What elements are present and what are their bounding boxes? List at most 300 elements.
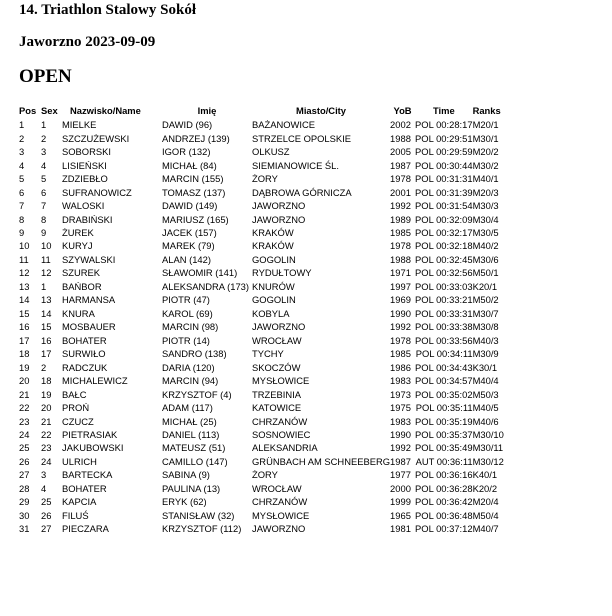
- cell-country: POL: [415, 132, 434, 144]
- cell-country: POL: [415, 119, 434, 131]
- cell-name: ŻUREK: [62, 226, 94, 238]
- cell-country: POL: [415, 442, 434, 454]
- cell-rank: M40/3: [472, 334, 499, 346]
- cell-first-name: ALAN (142): [162, 253, 211, 265]
- cell-sex: 13: [41, 294, 52, 306]
- cell-yob: 2005: [390, 146, 411, 158]
- cell-pos: 12: [19, 267, 30, 279]
- cell-time: [415, 239, 473, 252]
- cell-yob: 1997: [390, 280, 411, 292]
- cell-rank: M30/3: [472, 200, 499, 212]
- cell-city: RYDUŁTOWY: [252, 267, 312, 279]
- cell-sex: 21: [41, 415, 52, 427]
- cell-rank: M50/4: [472, 509, 499, 521]
- header-time: Time: [432, 105, 455, 116]
- cell-city: JAWORZNO: [252, 213, 306, 225]
- cell-city: GRÜNBACH AM SCHNEEBERG: [252, 455, 391, 467]
- cell-city: OLKUSZ: [252, 146, 290, 158]
- cell-time: [415, 280, 473, 293]
- cell-first-name: MATEUSZ (51): [162, 442, 226, 454]
- cell-time: [415, 185, 473, 198]
- cell-country: POL: [415, 361, 434, 373]
- cell-name: MOSBAUER: [62, 321, 116, 333]
- cell-country: AUT: [415, 455, 435, 467]
- cell-time-value: 00:32:56: [436, 267, 473, 279]
- cell-sex: 6: [41, 186, 47, 198]
- cell-city: WROCŁAW: [252, 334, 302, 346]
- table-row: [19, 522, 507, 535]
- cell-time-value: 00:35:49: [436, 442, 473, 454]
- cell-country: POL: [415, 200, 434, 212]
- cell-sex: 26: [41, 509, 52, 521]
- cell-first-name: PIOTR (14): [162, 334, 210, 346]
- cell-time-value: 00:33:03: [436, 280, 473, 292]
- table-row: [19, 387, 507, 400]
- cell-yob: 2001: [390, 186, 411, 198]
- cell-sex: 1: [41, 280, 47, 292]
- cell-name: FILUŚ: [62, 509, 89, 521]
- cell-city: SOSNOWIEC: [252, 429, 311, 441]
- cell-time: [415, 509, 473, 522]
- cell-sex: 18: [41, 375, 52, 387]
- cell-time-value: 00:29:59: [436, 146, 473, 158]
- cell-first-name: STANISŁAW (32): [162, 509, 235, 521]
- cell-sex: 4: [41, 159, 47, 171]
- header-name: Nazwisko/Name: [70, 105, 141, 116]
- cell-pos: 4: [19, 159, 25, 171]
- cell-time: [415, 172, 473, 185]
- cell-name: LISIEŃSKI: [62, 159, 107, 171]
- cell-time-value: 00:36:48: [436, 509, 473, 521]
- cell-yob: 1973: [390, 388, 411, 400]
- cell-first-name: JACEK (157): [162, 226, 217, 238]
- cell-pos: 2: [19, 132, 25, 144]
- cell-sex: 22: [41, 429, 52, 441]
- event-title: 14. Triathlon Stalowy Sokół: [19, 2, 196, 18]
- cell-name: SURWIŁO: [62, 348, 106, 360]
- cell-name: KAPCIA: [62, 496, 97, 508]
- table-row: [19, 145, 507, 158]
- cell-pos: 24: [19, 429, 30, 441]
- cell-yob: 1992: [390, 321, 411, 333]
- cell-pos: 5: [19, 173, 25, 185]
- cell-pos: 9: [19, 226, 25, 238]
- cell-country: POL: [415, 482, 434, 494]
- cell-time: [415, 455, 473, 468]
- cell-yob: 1978: [390, 240, 411, 252]
- cell-sex: 3: [41, 469, 47, 481]
- cell-rank: M30/7: [472, 307, 499, 319]
- cell-sex: 3: [41, 146, 47, 158]
- cell-city: KOBYLA: [252, 307, 290, 319]
- cell-time-value: 00:33:21: [436, 294, 473, 306]
- cell-sex: 19: [41, 388, 52, 400]
- header-city: Miasto/City: [296, 105, 347, 116]
- table-row: [19, 360, 507, 373]
- table-row: [19, 293, 507, 306]
- cell-first-name: MARCIN (98): [162, 321, 219, 333]
- cell-time: [415, 266, 473, 279]
- cell-first-name: MARCIN (155): [162, 173, 224, 185]
- cell-sex: 7: [41, 200, 47, 212]
- cell-name: SZYWALSKI: [62, 253, 116, 265]
- cell-time: [415, 226, 473, 239]
- cell-first-name: DANIEL (113): [162, 429, 220, 441]
- table-row: [19, 185, 507, 198]
- table-row: [19, 172, 507, 185]
- cell-pos: 13: [19, 280, 30, 292]
- table-row: [19, 199, 507, 212]
- cell-pos: 3: [19, 146, 25, 158]
- table-row: [19, 226, 507, 239]
- cell-yob: 1986: [390, 361, 411, 373]
- cell-name: PROŃ: [62, 402, 90, 414]
- cell-yob: 1983: [390, 375, 411, 387]
- table-row: [19, 347, 507, 360]
- cell-time-value: 00:31:31: [436, 173, 473, 185]
- cell-city: WROCŁAW: [252, 482, 302, 494]
- cell-country: POL: [415, 523, 434, 535]
- cell-rank: M20/4: [472, 496, 499, 508]
- cell-rank: M50/3: [472, 388, 499, 400]
- cell-yob: 1985: [390, 348, 411, 360]
- cell-city: KNURÓW: [252, 280, 295, 292]
- cell-first-name: KAROL (69): [162, 307, 213, 319]
- cell-pos: 25: [19, 442, 30, 454]
- cell-sex: 2: [41, 132, 47, 144]
- cell-time: [415, 374, 473, 387]
- cell-pos: 31: [19, 523, 30, 535]
- cell-rank: M20/1: [472, 119, 499, 131]
- cell-time-value: 00:36:28: [436, 482, 473, 494]
- cell-pos: 1: [19, 119, 25, 131]
- cell-sex: 27: [41, 523, 52, 535]
- cell-first-name: DAWID (96): [162, 119, 213, 131]
- cell-city: STRZELCE OPOLSKIE: [252, 132, 351, 144]
- cell-time: [415, 307, 473, 320]
- cell-yob: 1990: [390, 307, 411, 319]
- cell-time-value: 00:32:18: [436, 240, 473, 252]
- cell-name: PIETRASIAK: [62, 429, 118, 441]
- cell-pos: 21: [19, 388, 30, 400]
- cell-pos: 22: [19, 402, 30, 414]
- cell-yob: 1969: [390, 294, 411, 306]
- cell-sex: 20: [41, 402, 52, 414]
- header-pos: Pos: [19, 105, 37, 116]
- cell-time: [415, 293, 473, 306]
- cell-sex: 5: [41, 173, 47, 185]
- table-row: [19, 239, 507, 252]
- cell-name: DRABIŃSKI: [62, 213, 113, 225]
- cell-pos: 14: [19, 294, 30, 306]
- cell-sex: 17: [41, 348, 52, 360]
- cell-time-value: 00:28:17: [436, 119, 473, 131]
- cell-pos: 28: [19, 482, 30, 494]
- cell-first-name: IGOR (132): [162, 146, 211, 158]
- cell-city: MYSŁOWICE: [252, 509, 310, 521]
- cell-pos: 23: [19, 415, 30, 427]
- cell-name: PIECZARA: [62, 523, 109, 535]
- cell-first-name: MICHAŁ (84): [162, 159, 217, 171]
- cell-time-value: 00:35:37: [436, 429, 473, 441]
- cell-country: POL: [415, 186, 434, 198]
- cell-time-value: 00:33:31: [436, 307, 473, 319]
- cell-country: POL: [415, 173, 434, 185]
- cell-first-name: DAWID (149): [162, 200, 218, 212]
- cell-rank: M50/1: [472, 267, 499, 279]
- cell-country: POL: [415, 280, 434, 292]
- cell-name: BAŁC: [62, 388, 87, 400]
- cell-yob: 1989: [390, 213, 411, 225]
- cell-rank: M20/3: [472, 186, 499, 198]
- cell-city: KATOWICE: [252, 402, 302, 414]
- cell-name: BOHATER: [62, 334, 107, 346]
- cell-pos: 18: [19, 348, 30, 360]
- cell-time: [415, 158, 473, 171]
- cell-time: [415, 347, 473, 360]
- cell-country: POL: [415, 240, 434, 252]
- cell-rank: M30/10: [472, 429, 504, 441]
- cell-yob: 1977: [390, 469, 411, 481]
- table-row: [19, 212, 507, 225]
- header-yob: YoB: [393, 105, 412, 116]
- cell-time-value: 00:34:11: [436, 348, 473, 360]
- table-row: [19, 482, 507, 495]
- cell-rank: M40/5: [472, 402, 499, 414]
- cell-city: JAWORZNO: [252, 523, 306, 535]
- event-subtitle: Jaworzno 2023-09-09: [19, 34, 156, 50]
- cell-country: POL: [415, 321, 434, 333]
- cell-first-name: ALEKSANDRA (173): [162, 280, 250, 292]
- cell-yob: 1988: [390, 132, 411, 144]
- cell-country: POL: [415, 402, 435, 414]
- cell-country: POL: [415, 415, 434, 427]
- cell-first-name: ERYK (62): [162, 496, 207, 508]
- cell-yob: 1987: [390, 159, 411, 171]
- cell-country: POL: [415, 294, 434, 306]
- cell-time: [415, 414, 473, 427]
- cell-city: TYCHY: [252, 348, 284, 360]
- cell-city: CHRZANÓW: [252, 496, 308, 508]
- cell-country: POL: [415, 253, 434, 265]
- cell-time-value: 00:34:43: [436, 361, 473, 373]
- cell-rank: M40/6: [472, 415, 499, 427]
- cell-sex: 14: [41, 307, 52, 319]
- cell-country: POL: [415, 348, 435, 360]
- cell-city: SKOCZÓW: [252, 361, 301, 373]
- cell-time-value: 00:36:42: [436, 496, 473, 508]
- cell-rank: M40/4: [472, 375, 499, 387]
- cell-name: JAKUBOWSKI: [62, 442, 124, 454]
- cell-time-value: 00:32:17: [436, 226, 473, 238]
- cell-country: POL: [415, 429, 434, 441]
- cell-city: JAWORZNO: [252, 200, 306, 212]
- cell-rank: M30/6: [472, 253, 499, 265]
- cell-name: RADCZUK: [62, 361, 108, 373]
- cell-time-value: 00:34:57: [436, 375, 473, 387]
- cell-name: SZCZUŻEWSKI: [62, 132, 130, 144]
- cell-first-name: PAULINA (13): [162, 482, 221, 494]
- cell-yob: 1971: [390, 267, 411, 279]
- cell-time: [415, 145, 473, 158]
- cell-country: POL: [415, 146, 434, 158]
- cell-pos: 6: [19, 186, 25, 198]
- table-row: [19, 266, 507, 279]
- cell-yob: 1999: [390, 496, 411, 508]
- cell-pos: 8: [19, 213, 25, 225]
- table-row: [19, 320, 507, 333]
- cell-first-name: ADAM (117): [162, 402, 213, 414]
- cell-country: POL: [415, 334, 434, 346]
- cell-country: POL: [415, 213, 434, 225]
- cell-yob: 1981: [390, 523, 411, 535]
- table-row: [19, 131, 507, 144]
- cell-city: GOGOLIN: [252, 294, 296, 306]
- cell-time-value: 00:31:54: [436, 200, 473, 212]
- cell-yob: 1992: [390, 442, 411, 454]
- cell-time: [415, 131, 473, 144]
- cell-sex: 15: [41, 321, 52, 333]
- table-row: [19, 401, 507, 414]
- cell-yob: 1992: [390, 200, 411, 212]
- cell-first-name: TOMASZ (137): [162, 186, 226, 198]
- cell-time: [415, 522, 473, 535]
- table-row: [19, 455, 507, 468]
- cell-pos: 17: [19, 334, 30, 346]
- cell-name: SOBORSKI: [62, 146, 111, 158]
- cell-city: BAŻANOWICE: [252, 119, 316, 131]
- cell-pos: 27: [19, 469, 30, 481]
- cell-pos: 29: [19, 496, 30, 508]
- cell-time-value: 00:31:39: [436, 186, 473, 198]
- cell-rank: M40/2: [472, 240, 499, 252]
- cell-name: MIELKE: [62, 119, 97, 131]
- cell-city: TRZEBINIA: [252, 388, 301, 400]
- cell-pos: 16: [19, 321, 30, 333]
- cell-time-value: 00:35:19: [436, 415, 473, 427]
- cell-rank: K40/1: [472, 469, 498, 481]
- cell-pos: 26: [19, 455, 30, 467]
- cell-sex: 11: [41, 253, 51, 265]
- cell-city: JAWORZNO: [252, 321, 306, 333]
- cell-time-value: 00:30:44: [436, 159, 473, 171]
- cell-time: [415, 118, 473, 131]
- cell-time-value: 00:35:02: [436, 388, 473, 400]
- cell-time: [415, 401, 473, 414]
- cell-first-name: ANDRZEJ (139): [162, 132, 230, 144]
- cell-rank: M40/7: [472, 523, 499, 535]
- cell-sex: 4: [41, 482, 47, 494]
- cell-name: ULRICH: [62, 455, 97, 467]
- table-header-row: [19, 103, 507, 118]
- cell-time-value: 00:33:56: [436, 334, 473, 346]
- cell-name: KURYJ: [62, 240, 93, 252]
- cell-rank: M30/8: [472, 321, 499, 333]
- cell-city: SIEMIANOWICE ŚL.: [252, 159, 339, 171]
- table-row: [19, 414, 507, 427]
- cell-sex: 8: [41, 213, 47, 225]
- cell-pos: 19: [19, 361, 30, 373]
- table-row: [19, 334, 507, 347]
- cell-name: SUFRANOWICZ: [62, 186, 132, 198]
- cell-yob: 2000: [390, 482, 411, 494]
- cell-time-value: 00:35:11: [436, 402, 473, 414]
- table-row: [19, 495, 507, 508]
- cell-yob: 2002: [390, 119, 411, 131]
- cell-pos: 10: [19, 240, 30, 252]
- cell-country: POL: [415, 496, 434, 508]
- cell-first-name: MAREK (79): [162, 240, 215, 252]
- cell-country: POL: [415, 388, 434, 400]
- cell-yob: 1978: [390, 173, 411, 185]
- cell-yob: 1985: [390, 226, 411, 238]
- cell-yob: 1990: [390, 429, 411, 441]
- cell-rank: K20/2: [472, 482, 498, 494]
- cell-pos: 30: [19, 509, 30, 521]
- cell-country: POL: [415, 226, 434, 238]
- cell-country: POL: [415, 267, 434, 279]
- cell-time: [415, 199, 473, 212]
- cell-sex: 10: [41, 240, 52, 252]
- cell-rank: M50/2: [472, 294, 499, 306]
- cell-time-value: 00:36:16: [436, 469, 473, 481]
- table-row: [19, 468, 507, 481]
- cell-sex: 12: [41, 267, 52, 279]
- results-table: [19, 103, 507, 536]
- cell-city: GOGOLIN: [252, 253, 296, 265]
- cell-rank: M20/2: [472, 146, 499, 158]
- cell-pos: 11: [19, 253, 29, 265]
- cell-first-name: MARIUSZ (165): [162, 213, 229, 225]
- cell-yob: 1988: [390, 253, 411, 265]
- cell-name: BARTECKA: [62, 469, 113, 481]
- cell-time-value: 00:37:12: [436, 523, 473, 535]
- cell-name: MICHALEWICZ: [62, 375, 128, 387]
- category-heading: OPEN: [19, 66, 72, 87]
- cell-sex: 25: [41, 496, 52, 508]
- cell-rank: M40/1: [472, 173, 499, 185]
- table-row: [19, 280, 507, 293]
- cell-city: ALEKSANDRIA: [252, 442, 318, 454]
- table-row: [19, 374, 507, 387]
- cell-sex: 24: [41, 455, 52, 467]
- cell-name: BAŃBOR: [62, 280, 102, 292]
- cell-country: POL: [415, 509, 434, 521]
- cell-sex: 2: [41, 361, 47, 373]
- cell-time-value: 00:32:45: [436, 253, 473, 265]
- cell-yob: 1975: [390, 402, 411, 414]
- table-row: [19, 253, 507, 266]
- cell-time: [415, 360, 473, 373]
- cell-sex: 1: [41, 119, 47, 131]
- cell-sex: 9: [41, 226, 47, 238]
- cell-name: BOHATER: [62, 482, 107, 494]
- cell-yob: 1987: [390, 455, 411, 467]
- cell-first-name: MICHAŁ (25): [162, 415, 217, 427]
- cell-first-name: SŁAWOMIR (141): [162, 267, 238, 279]
- table-row: [19, 509, 507, 522]
- cell-first-name: KRZYSZTOF (4): [162, 388, 232, 400]
- cell-country: POL: [415, 159, 434, 171]
- cell-rank: K30/1: [472, 361, 498, 373]
- cell-rank: M30/5: [472, 226, 499, 238]
- cell-time: [415, 428, 473, 441]
- cell-first-name: MARCIN (94): [162, 375, 219, 387]
- cell-rank: M30/4: [472, 213, 499, 225]
- header-ranks: Ranks: [472, 105, 501, 116]
- header-first-name: Imię: [197, 105, 217, 116]
- cell-first-name: KRZYSZTOF (112): [162, 523, 242, 535]
